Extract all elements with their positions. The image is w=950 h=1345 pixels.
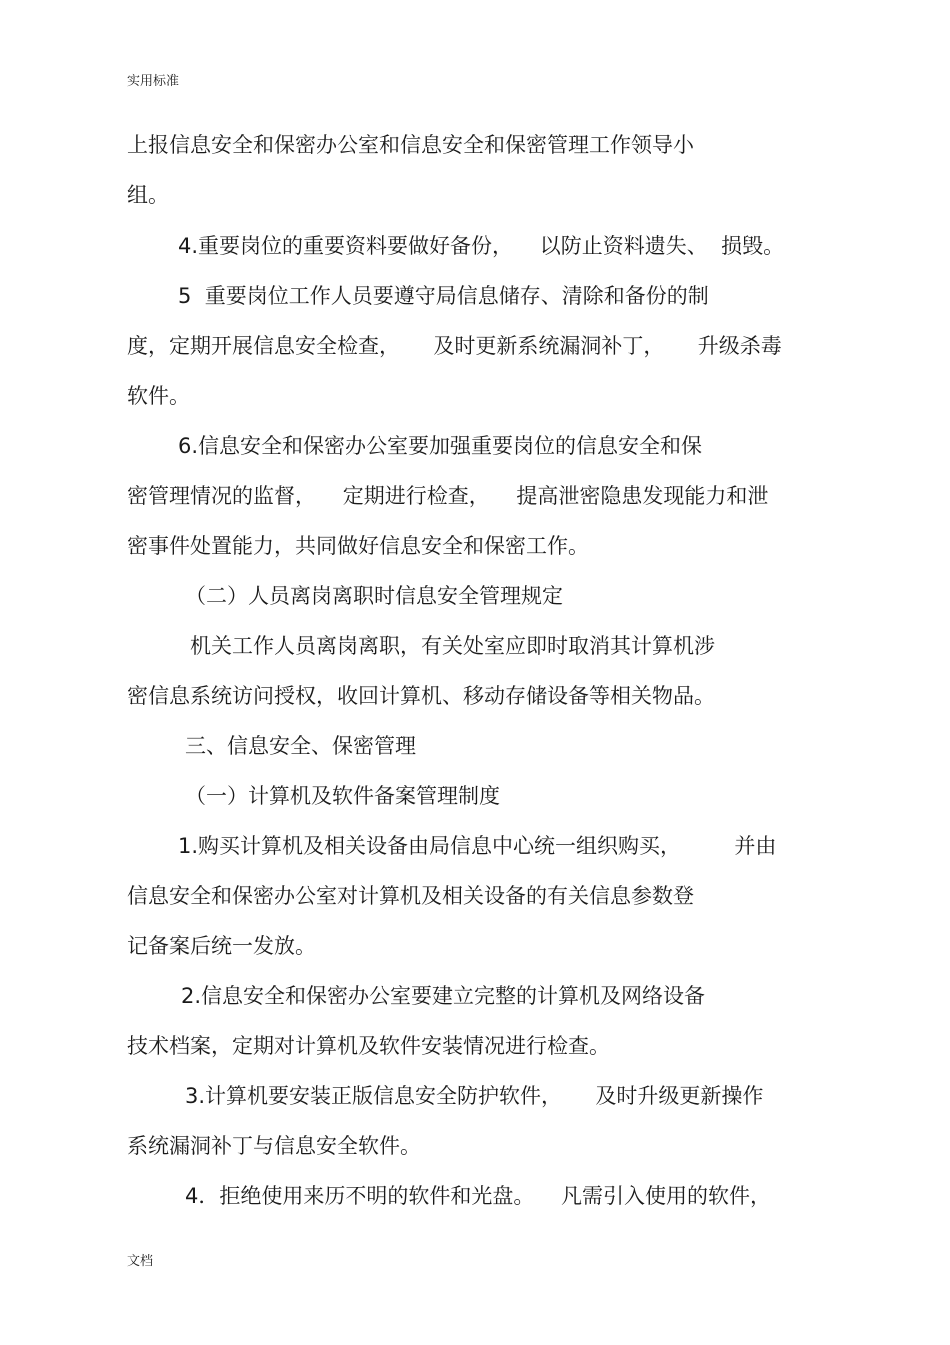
paragraph-line: 4.重要岗位的重要资料要做好备份， 以防止资料遗失、 损毁。 <box>178 234 785 258</box>
paragraph-line: 密信息系统访问授权，收回计算机、移动存储设备等相关物品。 <box>127 684 715 708</box>
paragraph-line: 2.信息安全和保密办公室要建立完整的计算机及网络设备 <box>181 984 706 1008</box>
section-heading: （一）计算机及软件备案管理制度 <box>185 784 500 808</box>
paragraph-line: 5 重要岗位工作人员要遵守局信息储存、清除和备份的制 <box>178 284 709 308</box>
paragraph-line: 记备案后统一发放。 <box>127 934 316 958</box>
paragraph-line: 1.购买计算机及相关设备由局信息中心统一组织购买， 并由 <box>178 834 777 858</box>
section-heading: 三、信息安全、保密管理 <box>185 734 416 758</box>
paragraph-line: 4．拒绝使用来历不明的软件和光盘。 凡需引入使用的软件， <box>185 1184 772 1208</box>
paragraph-line: 系统漏洞补丁与信息安全软件。 <box>127 1134 421 1158</box>
page-header-label: 实用标准 <box>127 74 180 89</box>
section-heading: （二）人员离岗离职时信息安全管理规定 <box>185 584 563 608</box>
paragraph-line: 技术档案，定期对计算机及软件安装情况进行检查。 <box>127 1034 610 1058</box>
page-footer-label: 文档 <box>127 1254 154 1269</box>
paragraph-line: 3.计算机要安装正版信息安全防护软件， 及时升级更新操作 <box>185 1084 764 1108</box>
paragraph-line: 上报信息安全和保密办公室和信息安全和保密管理工作领导小 <box>127 133 694 157</box>
paragraph-line: 密管理情况的监督， 定期进行检查， 提高泄密隐患发现能力和泄 <box>127 484 769 508</box>
paragraph-line: 软件。 <box>127 384 190 408</box>
paragraph-line: 度，定期开展信息安全检查， 及时更新系统漏洞补丁， 升级杀毒 <box>127 334 782 358</box>
paragraph-line: 组。 <box>127 183 169 207</box>
paragraph-line: 信息安全和保密办公室对计算机及相关设备的有关信息参数登 <box>127 884 694 908</box>
paragraph-line: 密事件处置能力，共同做好信息安全和保密工作。 <box>127 534 589 558</box>
paragraph-line: 6.信息安全和保密办公室要加强重要岗位的信息安全和保 <box>178 434 703 458</box>
paragraph-line: 机关工作人员离岗离职，有关处室应即时取消其计算机涉 <box>190 634 715 658</box>
